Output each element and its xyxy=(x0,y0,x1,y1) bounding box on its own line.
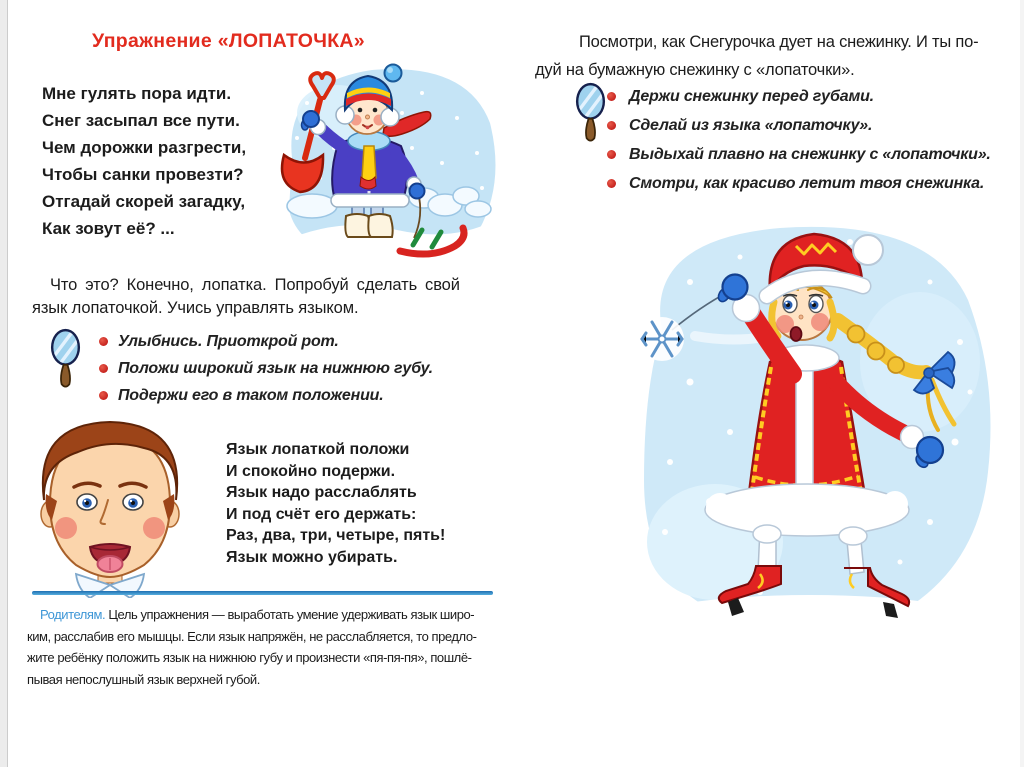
poem-line: Язык можно убирать. xyxy=(226,548,398,566)
poem-line: Мне гулять пора идти. xyxy=(42,84,232,103)
parents-label: Родителям. xyxy=(40,607,106,622)
hem-fur xyxy=(705,484,909,536)
yellow-scarf xyxy=(362,146,376,182)
instruction-item: Улыбнись. Приоткрой рот. xyxy=(99,328,433,355)
poem-line: И спокойно подержи. xyxy=(226,462,396,480)
instruction-list xyxy=(99,328,433,409)
intro-paragraph xyxy=(535,28,1013,84)
boy-with-shovel-illustration xyxy=(272,58,502,268)
snegurochka-blowing-snowflake-illustration xyxy=(600,212,1006,634)
poem-line: Отгадай скорей загадку, xyxy=(42,192,246,211)
scan-edge xyxy=(0,0,8,767)
page-title: Упражнение «ЛОПАТОЧКА» xyxy=(92,30,365,52)
poem-line: Раз, два, три, четыре, пять! xyxy=(226,527,446,544)
bullet-icon xyxy=(99,364,108,373)
riddle-poem xyxy=(42,80,246,242)
instruction-item: Выдыхай плавно на снежинку с «лопаточки». xyxy=(607,140,991,169)
instruction-item: Смотри, как красиво летит твоя снежинка. xyxy=(607,169,991,198)
bullet-icon xyxy=(607,179,616,188)
poem-line: Чем дорожки разгрести, xyxy=(42,138,247,157)
note-line: пывая непослушный язык верхней губой. xyxy=(27,671,260,687)
divider-line xyxy=(32,591,493,595)
poem-line: И под счёт его держать: xyxy=(226,505,417,523)
note-line: жите ребёнку положить язык на нижнюю губу и произнести «пя-пя-пя», пошлё- xyxy=(27,650,472,665)
exercise-poem xyxy=(226,439,445,568)
parents-note xyxy=(27,604,497,690)
bullet-icon xyxy=(99,391,108,400)
instruction-item: Подержи его в таком положении. xyxy=(99,382,433,409)
hand-mirror-icon xyxy=(47,326,84,390)
instruction-list xyxy=(607,82,991,198)
blowing-mouth xyxy=(791,327,802,341)
instruction-item: Держи снежинку перед губами. xyxy=(607,82,991,111)
bullet-icon xyxy=(607,150,616,159)
instruction-item: Сделай из языка «лопаточку». xyxy=(607,111,991,140)
mitten xyxy=(723,275,748,300)
note-line: ким, расслабив его мышцы. Если язык напряжён, не расслабляется, то предло- xyxy=(27,628,477,644)
poem-line: Язык надо расслаблять xyxy=(226,484,417,501)
bullet-icon xyxy=(607,92,616,101)
bullet-icon xyxy=(99,337,108,346)
scan-edge xyxy=(1020,0,1024,767)
note-line: Родителям. Цель упражнения — выработать умение удерживать язык широ- xyxy=(40,607,475,622)
hand-mirror-icon xyxy=(572,80,609,144)
boy-face-illustration xyxy=(30,414,190,598)
mitten xyxy=(917,437,943,463)
bullet-icon xyxy=(607,121,616,130)
paper-snowflake xyxy=(640,317,684,361)
paragraph-line: дуй на бумажную снежинку с «лопаточки». xyxy=(535,61,855,79)
pompom xyxy=(853,235,883,265)
paragraph-line: Что это? Конечно, лопатка. Попробуй сделать свой xyxy=(50,276,460,294)
poem-line: Снег засыпал все пути. xyxy=(42,111,240,130)
paragraph-line: Посмотри, как Снегурочка дует на снежинку. И ты по- xyxy=(579,33,979,51)
instruction-item: Положи широкий язык на нижнюю губу. xyxy=(99,355,433,382)
answer-paragraph xyxy=(32,274,497,320)
paragraph-line: язык лопаточкой. Учись управлять языком. xyxy=(32,299,359,317)
poem-line: Язык лопаткой положи xyxy=(226,441,410,458)
poem-line: Чтобы санки провезти? xyxy=(42,165,244,184)
poem-line: Как зовут её? ... xyxy=(42,219,175,238)
